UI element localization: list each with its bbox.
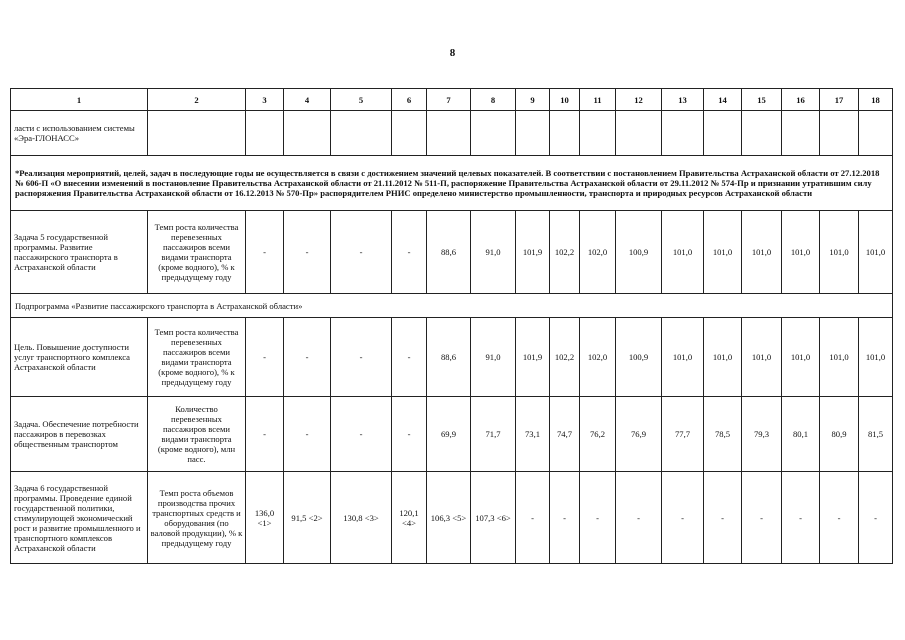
value-cell: 101,0 [662, 318, 704, 397]
row-label: Задача 6 государственной программы. Проведение единой государственной политики, стимулирующей экономический рост и развитие промышленного и транспортного комплексов Астраханской области [11, 472, 148, 564]
value-cell: - [284, 211, 331, 294]
value-cell: 81,5 [859, 397, 893, 472]
value-cell: 77,7 [662, 397, 704, 472]
table-cell [580, 111, 616, 156]
col-header: 4 [284, 89, 331, 111]
col-header: 6 [392, 89, 427, 111]
value-cell: - [246, 318, 284, 397]
value-cell: 101,0 [859, 318, 893, 397]
table-cell [616, 111, 662, 156]
indicator-label: Количество перевезенных пассажиров всеми видами транспорта (кроме водного), млн пасс. [148, 397, 246, 472]
value-cell: - [516, 472, 550, 564]
table-cell [550, 111, 580, 156]
value-cell: 88,6 [427, 211, 471, 294]
col-header: 9 [516, 89, 550, 111]
table-cell [427, 111, 471, 156]
value-cell: 101,0 [742, 318, 782, 397]
value-cell: - [742, 472, 782, 564]
value-cell: - [704, 472, 742, 564]
value-cell: 101,0 [782, 318, 820, 397]
table-cell [471, 111, 516, 156]
col-header: 13 [662, 89, 704, 111]
value-cell: 69,9 [427, 397, 471, 472]
row-label: Задача 5 государственной программы. Развитие пассажирского транспорта в Астраханской области [11, 211, 148, 294]
table-row [11, 318, 893, 397]
table-row [11, 111, 893, 156]
value-cell: - [782, 472, 820, 564]
header-row [11, 89, 893, 111]
table-cell [284, 111, 331, 156]
col-header: 7 [427, 89, 471, 111]
table-cell [662, 111, 704, 156]
value-cell: 80,9 [820, 397, 859, 472]
value-cell: 101,0 [782, 211, 820, 294]
col-header: 16 [782, 89, 820, 111]
value-cell: 74,7 [550, 397, 580, 472]
footnote-text: *Реализация мероприятий, целей, задач в последующие годы не осуществляется в связи с достижением значений целевых показателей. В соответствии с постановлением Правительства Астраханской области от 27.12.2018 № 606-П «О внесении изменений в постановление Правительства Астраханской области от 21.11.2012 № 511-П, распоряжение Правительства Астраханской области от 29.11.2012 № 574-Пр и признании утратившим силу распоряжения Правительства Астраханской области от 16.12.2013 № 570-Пр» распорядителем РНИС определено министерство промышленности, транспорта и природных ресурсов Астраханской области [11, 156, 893, 211]
value-cell: - [392, 397, 427, 472]
table-cell [742, 111, 782, 156]
indicator-label: Темп роста объемов производства прочих транспортных средств и оборудования (по валовой продукции), % к предыдущему году [148, 472, 246, 564]
table-cell [704, 111, 742, 156]
col-header: 2 [148, 89, 246, 111]
value-cell: 102,0 [580, 211, 616, 294]
value-cell: 91,5 <2> [284, 472, 331, 564]
value-cell: - [580, 472, 616, 564]
value-cell: - [859, 472, 893, 564]
table-row [11, 211, 893, 294]
value-cell: - [550, 472, 580, 564]
value-cell: - [662, 472, 704, 564]
col-header: 18 [859, 89, 893, 111]
value-cell: - [392, 211, 427, 294]
value-cell: 76,9 [616, 397, 662, 472]
value-cell: 101,0 [820, 318, 859, 397]
page-number: 8 [449, 47, 456, 59]
subprogram-row [11, 294, 893, 318]
value-cell: - [331, 211, 392, 294]
value-cell: 100,9 [616, 318, 662, 397]
row-label: Задача. Обеспечение потребности пассажиров в перевозках общественным транспортом [11, 397, 148, 472]
indicator-label: Темп роста количества перевезенных пассажиров всеми видами транспорта (кроме водного), % к предыдущему году [148, 318, 246, 397]
value-cell: - [820, 472, 859, 564]
value-cell: - [246, 211, 284, 294]
table-cell [820, 111, 859, 156]
value-cell: 102,2 [550, 318, 580, 397]
col-header: 15 [742, 89, 782, 111]
value-cell: 101,9 [516, 318, 550, 397]
value-cell: 78,5 [704, 397, 742, 472]
value-cell: 100,9 [616, 211, 662, 294]
col-header: 5 [331, 89, 392, 111]
value-cell: 71,7 [471, 397, 516, 472]
table-cell [331, 111, 392, 156]
value-cell: - [331, 397, 392, 472]
col-header: 10 [550, 89, 580, 111]
col-header: 11 [580, 89, 616, 111]
value-cell: 101,0 [742, 211, 782, 294]
table-cell [782, 111, 820, 156]
value-cell: 107,3 <6> [471, 472, 516, 564]
note-row [11, 156, 893, 211]
value-cell: - [284, 397, 331, 472]
value-cell: 76,2 [580, 397, 616, 472]
col-header: 1 [11, 89, 148, 111]
value-cell: 101,0 [820, 211, 859, 294]
value-cell: 106,3 <5> [427, 472, 471, 564]
subprogram-title: Подпрограмма «Развитие пассажирского транспорта в Астраханской области» [11, 294, 893, 318]
table-cell [859, 111, 893, 156]
col-header: 17 [820, 89, 859, 111]
row-label: Цель. Повышение доступности услуг транспортного комплекса Астраханской области [11, 318, 148, 397]
value-cell: 91,0 [471, 318, 516, 397]
col-header: 8 [471, 89, 516, 111]
table-row [11, 397, 893, 472]
value-cell: 88,6 [427, 318, 471, 397]
value-cell: - [246, 397, 284, 472]
value-cell: 80,1 [782, 397, 820, 472]
value-cell: - [284, 318, 331, 397]
value-cell: 91,0 [471, 211, 516, 294]
value-cell: 79,3 [742, 397, 782, 472]
value-cell: 102,0 [580, 318, 616, 397]
value-cell: 101,0 [704, 211, 742, 294]
indicators-table [10, 88, 893, 564]
value-cell: - [616, 472, 662, 564]
col-header: 14 [704, 89, 742, 111]
value-cell: 136,0 <1> [246, 472, 284, 564]
table-cell [392, 111, 427, 156]
col-header: 12 [616, 89, 662, 111]
col-header: 3 [246, 89, 284, 111]
table-cell [148, 111, 246, 156]
indicator-label: Темп роста количества перевезенных пассажиров всеми видами транспорта (кроме водного), % к предыдущему году [148, 211, 246, 294]
value-cell: - [331, 318, 392, 397]
value-cell: 101,9 [516, 211, 550, 294]
value-cell: 102,2 [550, 211, 580, 294]
table-cell [246, 111, 284, 156]
value-cell: - [392, 318, 427, 397]
value-cell: 101,0 [859, 211, 893, 294]
table-row [11, 472, 893, 564]
value-cell: 101,0 [662, 211, 704, 294]
value-cell: 120,1 <4> [392, 472, 427, 564]
value-cell: 101,0 [704, 318, 742, 397]
value-cell: 73,1 [516, 397, 550, 472]
value-cell: 130,8 <3> [331, 472, 392, 564]
table-cell [516, 111, 550, 156]
row-label: ласти с использованием системы «Эра-ГЛОНАСС» [11, 111, 148, 156]
